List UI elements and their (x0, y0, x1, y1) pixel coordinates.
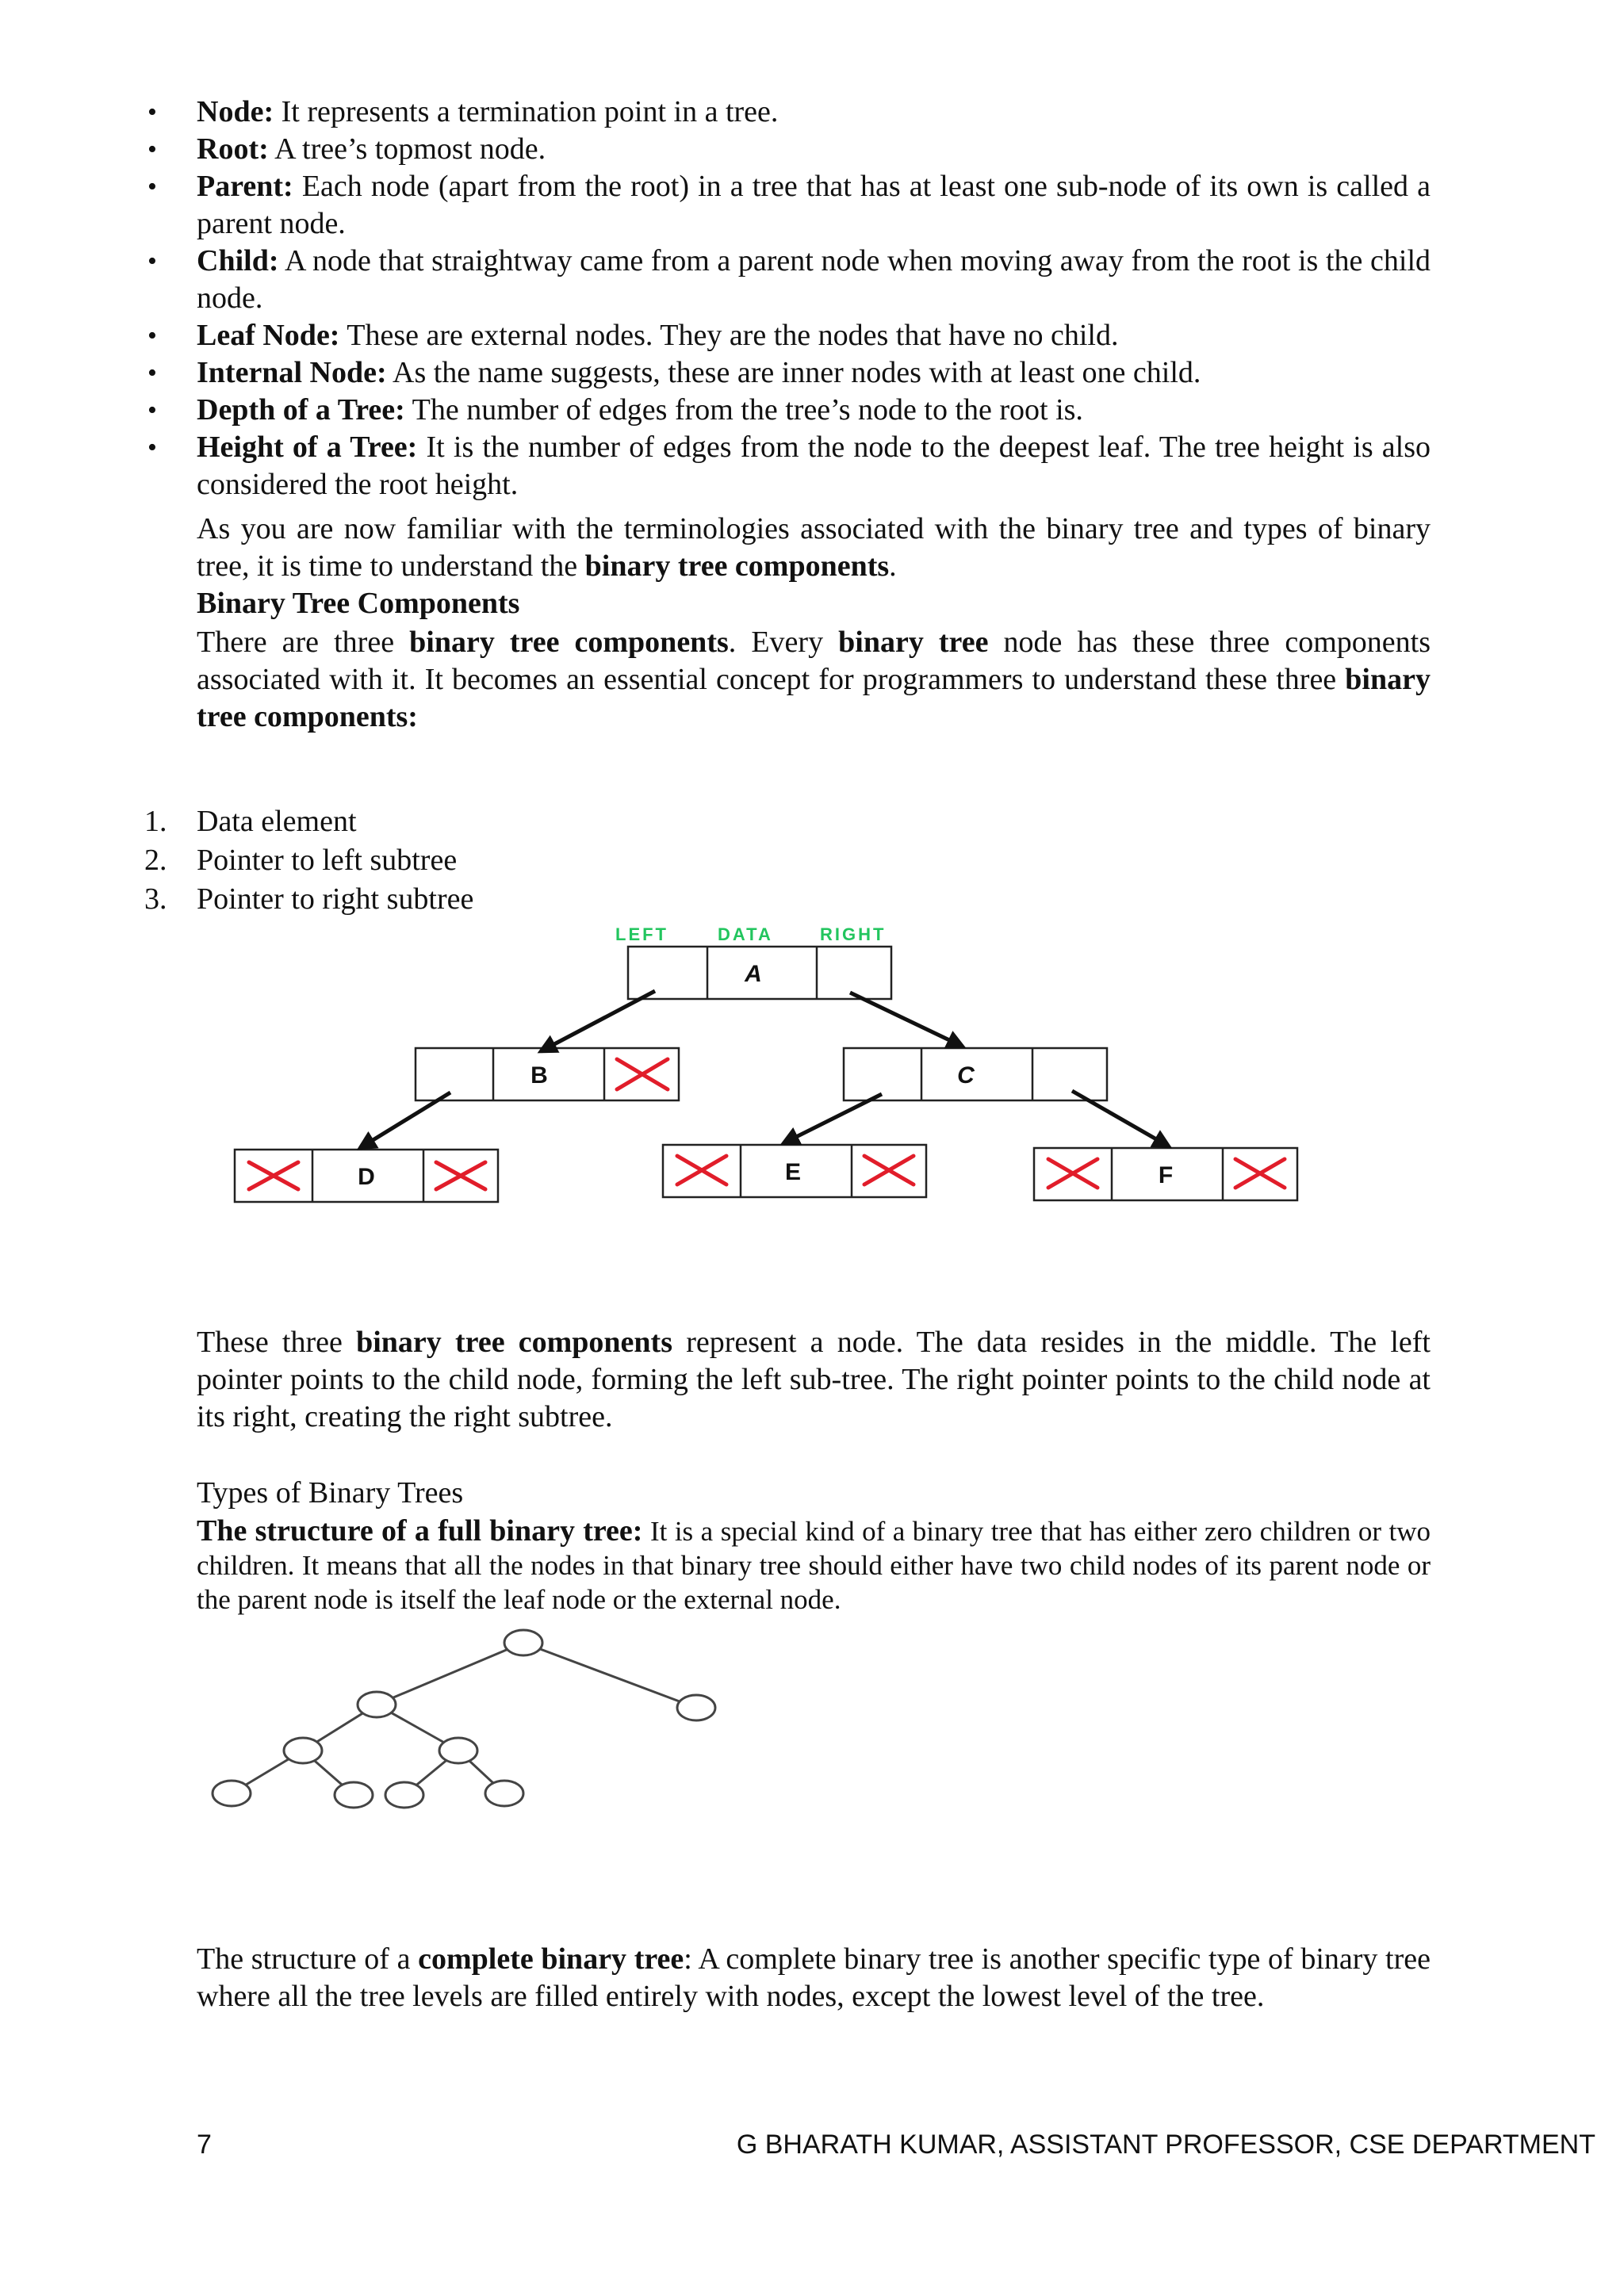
term-leaf-node: • Leaf Node: These are external nodes. They are the nodes that have no child. (197, 317, 1431, 354)
cross-icon (677, 1156, 726, 1184)
intro-paragraph: As you are now familiar with the terminologies associated with the binary tree and types of binary tree, it is time to understand the binary tree components. (197, 512, 1431, 583)
list-item: 2. Pointer to left subtree (144, 844, 458, 877)
term-height: • Height of a Tree: It is the number of edges from the node to the deepest leaf. The tree height is also considered the root height. (197, 429, 1431, 503)
tree-node (335, 1782, 373, 1808)
cross-icon (1048, 1159, 1097, 1188)
list-item: 1. Data element (144, 805, 357, 838)
components-heading: Binary Tree Components (197, 587, 520, 620)
tree-node (485, 1781, 523, 1806)
cross-icon (436, 1162, 485, 1189)
label-left: LEFT (615, 924, 668, 944)
pointer-b-to-d (360, 1093, 450, 1148)
term-parent: • Parent: Each node (apart from the root) in a tree that has at least one sub-node of its own is called a parent node. (197, 168, 1431, 243)
term-child: • Child: A node that straightway came from a parent node when moving away from the root is the child node. (197, 243, 1431, 317)
tree-node (385, 1782, 423, 1808)
label-right: RIGHT (820, 924, 887, 944)
node-c-label: C (957, 1062, 975, 1089)
node-d-label: D (358, 1164, 375, 1190)
cross-icon (864, 1156, 914, 1184)
tree-node (284, 1738, 322, 1763)
components-list (144, 802, 910, 919)
pointer-c-to-f (1072, 1091, 1169, 1146)
pointer-a-to-b (541, 991, 655, 1051)
node-a-label: A (745, 961, 762, 987)
tree-node (358, 1692, 396, 1717)
node-b-label: B (530, 1062, 548, 1089)
tree-node (504, 1630, 542, 1655)
tree-node (677, 1695, 715, 1720)
list-item: 3. Pointer to right subtree (144, 882, 474, 916)
terminology-list (197, 94, 1431, 503)
full-binary-tree-paragraph: The structure of a full binary tree: It is a special kind of a binary tree that has either zero children or two children. It means that all the nodes in that binary tree should either have two child nodes of its parent node or the parent node is itself the leaf node or the external node. (197, 1514, 1431, 1615)
pointer-c-to-e (783, 1094, 882, 1143)
node-c-box (844, 1048, 1107, 1100)
term-internal-node: • Internal Node: As the name suggests, these are inner nodes with at least one child. (197, 354, 1431, 392)
term-root: • Root: A tree’s topmost node. (197, 131, 1431, 168)
node-e-label: E (784, 1159, 802, 1185)
page-number: 7 (197, 2130, 212, 2160)
label-data: DATA (718, 924, 773, 944)
components-paragraph: There are three binary tree components. Every binary tree node has these three components associated with it. It becomes an essential concept for programmers to understand these three binary tree components: (197, 626, 1431, 733)
term-depth: • Depth of a Tree: The number of edges from the tree’s node to the root is. (197, 392, 1431, 429)
node-f-label: F (1158, 1162, 1174, 1188)
pointer-a-to-c (850, 993, 963, 1047)
tree-node (439, 1738, 477, 1763)
full-binary-tree-diagram (198, 1617, 737, 1823)
cross-icon (617, 1059, 668, 1089)
complete-binary-tree-paragraph: The structure of a complete binary tree: A complete binary tree is another specific type of binary tree where all the tree levels are filled entirely with nodes, except the lowest level of the tree. (197, 1942, 1431, 2013)
cross-icon (1235, 1159, 1285, 1188)
footer-author: G BHARATH KUMAR, ASSISTANT PROFESSOR, CSE DEPARTMENT (736, 2130, 1595, 2160)
types-heading: Types of Binary Trees (197, 1476, 464, 1510)
cross-icon (249, 1162, 298, 1189)
tree-node (213, 1781, 251, 1806)
term-node: • Node: It represents a termination point in a tree. (197, 94, 1431, 131)
explain-paragraph: These three binary tree components represent a node. The data resides in the middle. The left pointer points to the child node, forming the left sub-tree. The right pointer points to the child node at its right, creating the right subtree. (197, 1326, 1431, 1433)
node-structure-diagram (222, 920, 1332, 1221)
column-labels (615, 924, 886, 944)
